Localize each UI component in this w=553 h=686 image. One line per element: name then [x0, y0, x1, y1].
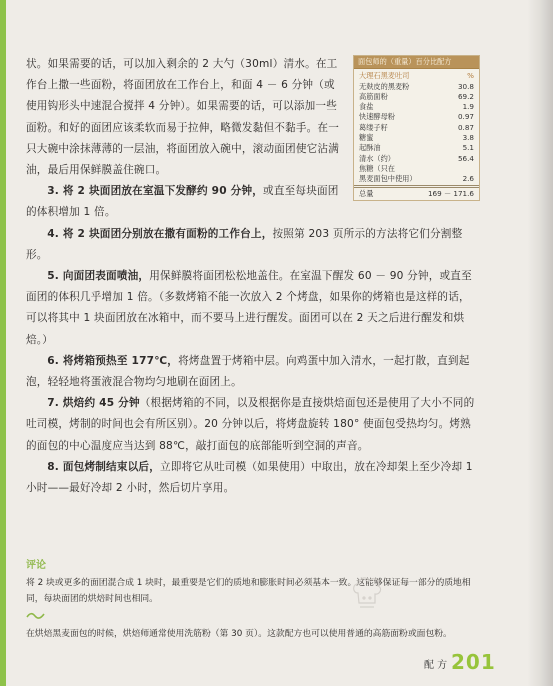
table-title: 面包师的（重量）百分比配方	[354, 56, 479, 69]
recipe-step	[26, 181, 344, 223]
step-lead: 6. 将烤箱预热至 177℃，	[47, 354, 179, 367]
step-text: 按照第 203 页所示的方法将它们分割整形。	[26, 227, 463, 261]
step-lead: 8. 面包烤制结束以后，	[47, 460, 161, 473]
book-gutter-shadow	[527, 0, 553, 686]
squiggle-divider-icon	[26, 610, 46, 620]
ingredient-percent: 69.2	[457, 91, 474, 101]
recipe-step	[26, 393, 480, 457]
intro-paragraph: 状。如果需要的话，可以加入剩余的 2 大勺（30ml）清水。在工作台上撒一些面粉，将面团放在工作台上，和面 4 － 6 分钟（或使用钩形头中速混合搅拌 4 分钟）。如果需要的话，可以添加一些面粉。和好的面团应该柔软而易于拉伸，略微发黏但不黏手。在一只大碗中涂抹薄薄的一层油，将面团放入碗中，滚动面团使它沾满油，最后用保鲜膜盖住碗口。	[26, 58, 340, 177]
ingredient-name: 清水（约）	[359, 153, 395, 163]
ingredient-name: 无麸皮的黑麦粉	[359, 81, 410, 91]
comment-text: 将 2 块或更多的面团混合成 1 块时，最重要是它们的质地和膨胀时间必须基本一致。这能够保证每一部分的质地相同，每块面团的烘焙时间也相同。	[26, 578, 471, 604]
recipe-step	[26, 266, 480, 351]
ingredient-percent: 30.8	[457, 81, 474, 91]
ingredient-percent: 0.87	[457, 122, 474, 132]
ingredient-name: 快速酵母粉	[359, 112, 395, 122]
total-label: 总量	[359, 188, 374, 198]
recipe-body	[26, 54, 480, 499]
ingredient-name: 食盐	[359, 102, 374, 112]
step-lead: 4. 将 2 块面团分别放在撒有面粉的工作台上，	[47, 227, 273, 240]
step-lead: 5. 向面团表面喷油，	[47, 270, 150, 283]
footer-section-label: 配 方	[424, 660, 448, 671]
step-text: 将烤盘置于烤箱中层。向鸡蛋中加入清水，一起打散，直到起泡，轻轻地将蛋液混合物均匀地刷在面团上。	[26, 354, 470, 389]
page-number: 201	[451, 650, 496, 674]
percent-unit: %	[467, 71, 474, 81]
ingredient-name: 葛缕子籽	[359, 122, 388, 132]
step-text: 用保鲜膜将面团松松地盖住。在室温下醒发 60 － 90 分钟，或直至面团的体积几乎增加 1 倍。（多数烤箱不能一次放入 2 个烤盘，如果你的烤箱也是这样的话，可以将其中 1 块面团放在冰箱中，而不要马上进行醒发。面团可以在 2 天之后进行醒发和烘焙。）	[26, 270, 472, 346]
step-lead: 7. 烘焙约 45 分钟	[47, 397, 140, 410]
step-lead: 3. 将 2 块面团放在室温下发酵约 90 分钟，	[47, 185, 264, 198]
ingredient-name: 黑麦面包中使用）	[359, 174, 417, 184]
step-text: 或直至每块面团的体积增加 1 倍。	[26, 185, 339, 219]
ingredient-percent: 2.6	[462, 174, 474, 184]
ingredient-percent: 56.4	[457, 153, 474, 163]
ingredient-name: 糖蜜	[359, 133, 374, 143]
recipe-step	[26, 351, 480, 393]
recipe-step	[26, 224, 480, 266]
step-text: （根据烤箱的不同，以及根据你是直接烘焙面包还是使用了大小不同的吐司模，烤制的时间也会有所区别）。20 分钟以后，将烤盘旋转 180° 使面包受热均匀。烤熟的面包的中心温度应当达到 88℃，敲打面包的底部能听到空洞的声音。	[26, 397, 475, 452]
ingredient-percent: 0.97	[457, 112, 474, 122]
page-edge-strip	[0, 0, 6, 686]
recipe-step	[26, 457, 480, 499]
total-value: 169 － 171.6	[427, 188, 474, 198]
comment-title: 评论	[26, 560, 46, 571]
ingredient-name: 高筋面粉	[359, 91, 388, 101]
ingredient-percent: 1.9	[462, 102, 474, 112]
chef-hat-watermark-icon	[350, 573, 384, 613]
ingredient-percent: 3.8	[462, 133, 474, 143]
step-text: 立即将它从吐司模（如果使用）中取出，放在冷却架上至少冷却 1 小时——最好冷却 2 小时，然后切片享用。	[26, 460, 473, 495]
ingredient-percent: 5.1	[462, 143, 474, 153]
ingredient-name: 起酥油	[359, 143, 381, 153]
recipe-name: 大理石黑麦吐司	[359, 71, 410, 81]
comment-note: 在烘焙黑麦面包的时候，烘焙师通常使用洗筋粉（第 30 页）。这款配方也可以使用普通的高筋面粉或面包粉。	[26, 629, 452, 639]
comment-section	[26, 558, 486, 642]
recipe-steps	[26, 181, 480, 499]
ingredient-name: 焦糖（只在	[359, 163, 395, 173]
